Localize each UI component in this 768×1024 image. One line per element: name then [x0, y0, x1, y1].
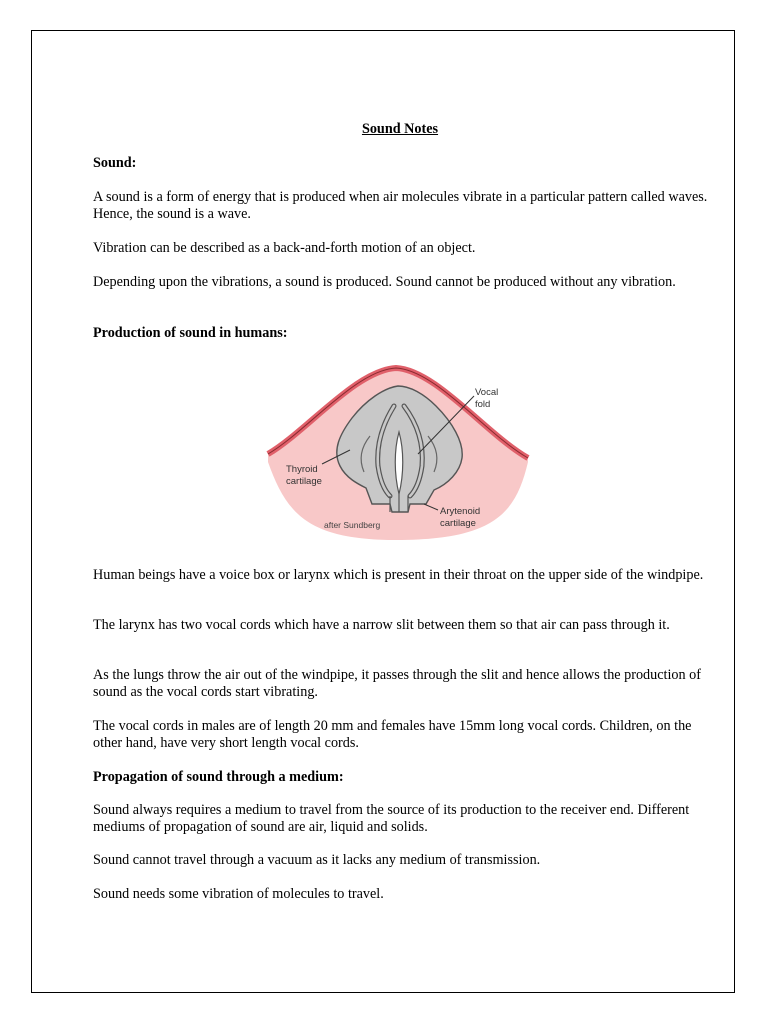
paragraph: Depending upon the vibrations, a sound is produced. Sound cannot be produced without any vibration.	[93, 274, 676, 290]
heading-propagation: Propagation of sound through a medium:	[93, 769, 344, 785]
heading-production: Production of sound in humans:	[93, 325, 288, 341]
paragraph: Vibration can be described as a back-and-forth motion of an object.	[93, 240, 476, 256]
heading-sound: Sound:	[93, 155, 137, 171]
paragraph: Sound cannot travel through a vacuum as it lacks any medium of transmission.	[93, 852, 541, 868]
paragraph: As the lungs throw the air out of the windpipe, it passes through the slit and hence allows the production of sound as the vocal cords start vibrating.	[93, 667, 701, 700]
label-thyroid-cartilage: cartilage	[286, 476, 322, 487]
paragraph: The larynx has two vocal cords which have a narrow slit between them so that air can pass through it.	[93, 617, 670, 633]
paragraph: A sound is a form of energy that is produced when air molecules vibrate in a particular pattern called waves. Hence, the sound is a wave.	[93, 189, 708, 222]
label-arytenoid-cartilage: cartilage	[440, 518, 476, 529]
paragraph: Sound always requires a medium to travel from the source of its production to the receiver end. Different mediums of propagation of sound are air, liquid and solids.	[93, 802, 690, 835]
label-thyroid: Thyroid	[286, 464, 318, 475]
page-title: Sound Notes	[361, 121, 439, 137]
paragraph: Human beings have a voice box or larynx which is present in their throat on the upper side of the windpipe.	[93, 567, 704, 583]
label-arytenoid: Arytenoid	[440, 506, 481, 517]
label-vocal: Vocal	[475, 387, 499, 398]
figure-credit: after Sundberg	[324, 520, 381, 530]
larynx-diagram	[266, 362, 530, 542]
label-fold: fold	[475, 399, 491, 410]
paragraph: The vocal cords in males are of length 20 mm and females have 15mm long vocal cords. Children, on the other hand, have very short length vocal cords.	[93, 718, 692, 751]
paragraph: Sound needs some vibration of molecules to travel.	[93, 886, 384, 902]
